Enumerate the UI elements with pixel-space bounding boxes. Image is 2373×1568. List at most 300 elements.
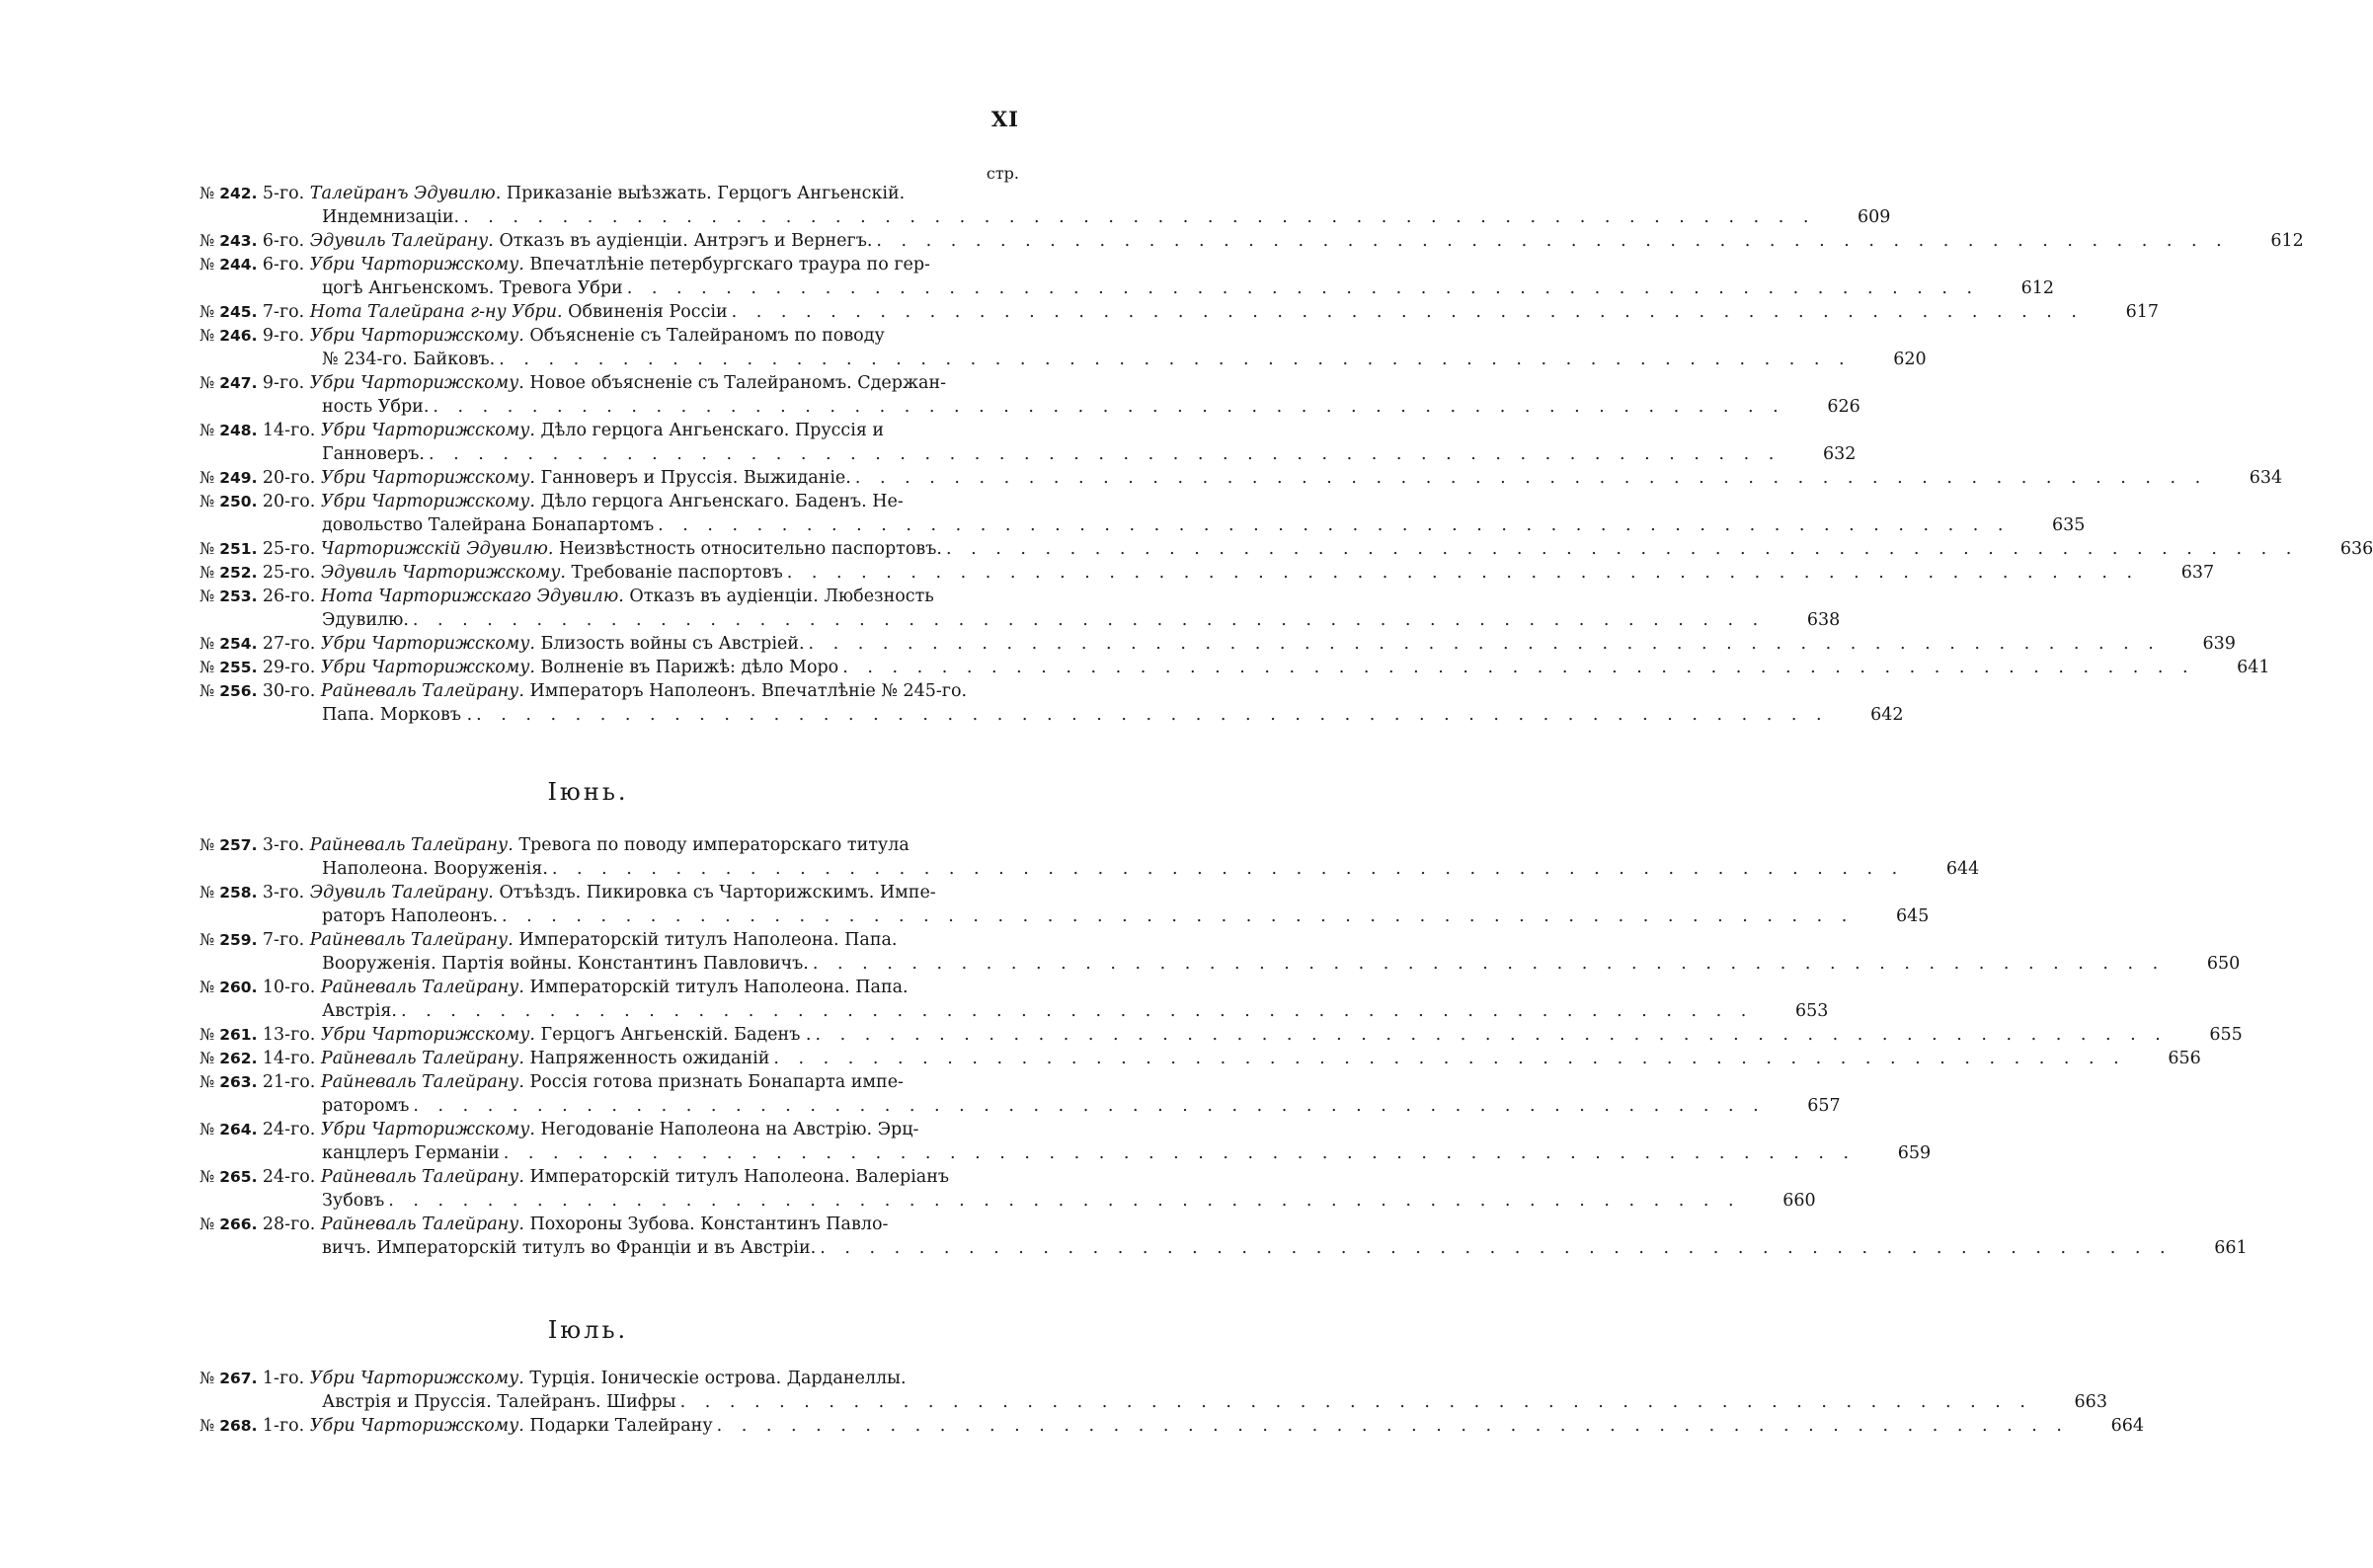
entry-number-dot: .	[251, 1370, 263, 1387]
page-column-header: стр.	[986, 164, 1019, 183]
numero-sign: №	[199, 373, 220, 392]
toc-entry-line	[199, 1118, 1019, 1141]
entry-number	[199, 303, 263, 321]
entry-number-dot: .	[251, 232, 263, 250]
numero-sign: №	[199, 1369, 220, 1387]
entry-number-dot: .	[251, 588, 263, 605]
entry-page: 645	[1895, 906, 1930, 926]
entry-correspondents: Эдувиль Талейрану.	[309, 231, 494, 251]
entry-page: 637	[2180, 563, 2215, 583]
entry-correspondents: Убри Чарторижскому.	[320, 634, 535, 654]
entry-description: Ганноверъ и Пруссія. Выжиданіе.	[540, 468, 851, 488]
entry-correspondents: Райневаль Талейрану.	[309, 930, 514, 950]
numero-sign: №	[199, 231, 220, 250]
toc-entry-line	[199, 324, 1019, 348]
entry-description: канцлеръ Германіи	[322, 1143, 500, 1163]
entry-number-value: 268	[219, 1417, 252, 1435]
entry-number	[199, 232, 263, 250]
numero-sign: №	[199, 681, 220, 700]
entry-description: Тревога по поводу императорскаго титула	[518, 835, 910, 855]
entry-number-value: 246	[219, 327, 252, 345]
toc-entry-line	[199, 952, 2241, 976]
entry-number	[199, 836, 263, 854]
entry-number	[199, 931, 263, 949]
entry-number-value: 251	[219, 540, 252, 558]
entry-number	[199, 540, 263, 558]
toc-entry-line	[199, 1189, 1816, 1213]
numero-sign: №	[199, 1072, 220, 1091]
toc-entry-text	[199, 395, 429, 419]
entry-page: 657	[1807, 1096, 1841, 1116]
toc-entry-text	[199, 881, 936, 904]
toc-entry-line	[199, 999, 1829, 1023]
toc-entry	[199, 490, 2086, 537]
entry-number-value: 254	[219, 635, 252, 653]
toc-entry-text	[199, 1390, 676, 1414]
numero-sign: №	[199, 539, 220, 558]
numero-sign: №	[199, 421, 220, 439]
toc-entry-text	[199, 300, 728, 324]
entry-number-dot: .	[251, 931, 263, 949]
toc-entry-line	[199, 833, 1019, 857]
entry-correspondents: Убри Чарторижскому.	[309, 1416, 524, 1436]
toc-entry	[199, 1070, 1841, 1118]
entry-page: 659	[1897, 1143, 1932, 1163]
dot-leader	[728, 300, 2084, 324]
entry-description: Напряженность ожиданій	[529, 1049, 770, 1068]
entry-number	[199, 1168, 263, 1186]
toc-entry-text	[199, 608, 409, 632]
entry-date: 26-го.	[262, 587, 316, 606]
numero-sign: №	[199, 468, 220, 487]
toc-entry-text	[199, 229, 872, 253]
entry-correspondents: Чарторижскій Эдувилю.	[320, 539, 554, 559]
toc-entry	[199, 1367, 2107, 1414]
toc-entry	[199, 976, 1829, 1023]
entry-number	[199, 374, 263, 392]
toc-entry	[199, 561, 2215, 585]
toc-entry-text	[199, 466, 851, 490]
toc-entry-line	[199, 1165, 1019, 1189]
entry-date: 1-го.	[262, 1416, 305, 1436]
toc-entry	[199, 229, 2304, 253]
entry-number-dot: .	[251, 979, 263, 996]
entry-page: 663	[2074, 1392, 2107, 1412]
entry-description: Австрія.	[322, 1001, 397, 1021]
toc-entry-line	[199, 490, 1019, 513]
entry-date: 7-го.	[262, 930, 305, 950]
numero-sign: №	[199, 978, 220, 996]
entry-date: 7-го.	[262, 302, 305, 322]
numero-sign: №	[199, 835, 220, 854]
entry-description: Впечатлѣніе петербургскаго траура по гер-	[529, 255, 930, 274]
toc-entry	[199, 833, 1980, 881]
entry-number-value: 257	[219, 836, 252, 854]
toc-entry-text	[199, 371, 946, 395]
page-number: XI	[990, 107, 1019, 131]
entry-description: Зубовъ	[322, 1191, 385, 1211]
dot-leader	[811, 1023, 2167, 1047]
entry-description: Требованіе паспортовъ	[571, 563, 783, 583]
entry-number-dot: .	[251, 1073, 263, 1091]
entry-page: 642	[1870, 705, 1904, 725]
toc-entry-line	[199, 1213, 1019, 1236]
entry-page: 639	[2202, 634, 2236, 654]
entry-description: Императорскій титулъ Наполеона. Папа.	[529, 978, 909, 997]
entry-date: 21-го.	[262, 1072, 316, 1092]
entry-number	[199, 185, 263, 202]
toc-entry-line	[199, 1414, 2144, 1438]
entry-number-value: 261	[219, 1026, 252, 1044]
dot-leader	[713, 1414, 2069, 1438]
entry-correspondents: Убри Чарторижскому.	[320, 492, 535, 511]
toc-entry-text	[199, 585, 934, 608]
entry-description: Подарки Талейрану	[529, 1416, 713, 1436]
entry-correspondents: Райневаль Талейрану.	[320, 1049, 524, 1068]
numero-sign: №	[199, 184, 220, 202]
entry-number-dot: .	[251, 1050, 263, 1067]
entry-number	[199, 1073, 263, 1091]
entry-description: раторомъ	[322, 1096, 410, 1116]
toc-entry-line	[199, 205, 1891, 229]
entry-number-value: 252	[219, 564, 252, 582]
entry-description: Папа. Морковъ .	[322, 705, 473, 725]
entry-page: 635	[2052, 515, 2086, 535]
dot-leader	[409, 1094, 1765, 1118]
toc-entry	[199, 928, 2241, 976]
toc-entry-text	[199, 1141, 500, 1165]
numero-sign: №	[199, 326, 220, 345]
dot-leader	[816, 1236, 2172, 1260]
toc-entry-text	[199, 833, 910, 857]
entry-description: цогѣ Ангьенскомъ. Тревога Убри	[322, 278, 623, 298]
entry-page: 638	[1806, 610, 1841, 630]
dot-leader	[472, 703, 1828, 727]
dot-leader	[654, 513, 2010, 537]
toc-entry-text	[199, 348, 495, 371]
entry-correspondents: Убри Чарторижскому.	[320, 468, 535, 488]
toc-block-june	[199, 833, 2248, 1260]
entry-description: Волненіе въ Парижѣ: дѣло Моро	[540, 658, 839, 677]
entry-date: 6-го.	[262, 231, 305, 251]
entry-correspondents: Убри Чарторижскому.	[320, 1025, 535, 1045]
entry-date: 14-го.	[262, 421, 316, 440]
entry-number	[199, 682, 263, 700]
toc-block-may	[199, 182, 2373, 727]
toc-entry-text	[199, 1094, 409, 1118]
toc-entry-line	[199, 1094, 1841, 1118]
numero-sign: №	[199, 563, 220, 582]
entry-description: Россія готова признать Бонапарта импе-	[529, 1072, 904, 1092]
entry-number-value: 253	[219, 588, 252, 605]
toc-entry-line	[199, 442, 1857, 466]
toc-entry-text	[199, 442, 425, 466]
entry-description: Австрія и Пруссія. Талейранъ. Шифры	[322, 1392, 676, 1412]
entry-date: 3-го.	[262, 835, 305, 855]
numero-sign: №	[199, 255, 220, 274]
entry-number-value: 256	[219, 682, 252, 700]
numero-sign: №	[199, 302, 220, 321]
toc-entry-text	[199, 1070, 904, 1094]
entry-number-dot: .	[251, 1215, 263, 1233]
toc-entry-line	[199, 679, 1019, 703]
dot-leader	[805, 632, 2161, 656]
entry-number	[199, 1215, 263, 1233]
dot-leader	[548, 857, 1904, 881]
toc-entry	[199, 881, 1930, 928]
entry-date: 14-го.	[262, 1049, 316, 1068]
entry-correspondents: Талейранъ Эдувилю.	[309, 184, 502, 203]
month-heading-june: Іюнь.	[547, 778, 629, 806]
entry-number	[199, 979, 263, 996]
entry-description: Негодованіе Наполеона на Австрію. Эрц-	[540, 1120, 919, 1139]
entry-description: Герцогъ Ангьенскій. Баденъ .	[540, 1025, 812, 1045]
toc-entry-line	[199, 466, 2283, 490]
toc-entry-text	[199, 419, 884, 442]
toc-entry-text	[199, 276, 623, 300]
entry-page: 641	[2237, 658, 2270, 677]
entry-date: 28-го.	[262, 1215, 316, 1234]
entry-number	[199, 256, 263, 274]
entry-correspondents: Убри Чарторижскому.	[320, 1120, 535, 1139]
toc-entry	[199, 679, 1904, 727]
entry-number-dot: .	[251, 635, 263, 653]
numero-sign: №	[199, 930, 220, 949]
entry-number	[199, 1121, 263, 1138]
entry-page: 634	[2249, 468, 2283, 488]
dot-leader	[495, 348, 1851, 371]
entry-date: 5-го.	[262, 184, 305, 203]
entry-date: 10-го.	[262, 978, 316, 997]
entry-description: Эдувилю.	[322, 610, 409, 630]
entry-description: Объясненіе съ Талейраномъ по поводу	[529, 326, 885, 346]
toc-entry-line	[199, 1047, 2201, 1070]
toc-entry-line	[199, 585, 1019, 608]
numero-sign: №	[199, 492, 220, 510]
entry-number	[199, 1370, 263, 1387]
numero-sign: №	[199, 1167, 220, 1186]
toc-entry-line	[199, 561, 2215, 585]
toc-entry-text	[199, 857, 548, 881]
entry-number-dot: .	[251, 1026, 263, 1044]
entry-page: 620	[1893, 350, 1927, 369]
month-heading-july: Іюль.	[547, 1316, 629, 1344]
entry-description: Вооруженія. Партія войны. Константинъ Павловичъ.	[322, 954, 809, 974]
entry-number-value: 242	[219, 185, 252, 202]
entry-page: 612	[2020, 278, 2055, 298]
entry-date: 6-го.	[262, 255, 305, 274]
toc-entry-line	[199, 537, 2373, 561]
numero-sign: №	[199, 883, 220, 902]
dot-leader	[809, 952, 2165, 976]
entry-number-dot: .	[251, 256, 263, 274]
toc-entry-line	[199, 1236, 2248, 1260]
numero-sign: №	[199, 1120, 220, 1138]
entry-date: 1-го.	[262, 1369, 305, 1388]
entry-date: 30-го.	[262, 681, 316, 701]
dot-leader	[872, 229, 2228, 253]
entry-description: раторъ Наполеонъ.	[322, 906, 499, 926]
entry-correspondents: Убри Чарторижскому.	[309, 373, 524, 393]
entry-description: Похороны Зубова. Константинъ Павло-	[529, 1215, 889, 1234]
dot-leader	[500, 1141, 1856, 1165]
toc-entry-text	[199, 952, 809, 976]
dot-leader	[769, 1047, 2125, 1070]
entry-number	[199, 659, 263, 676]
entry-correspondents: Райневаль Талейрану.	[320, 1167, 524, 1187]
toc-entry-text	[199, 1236, 816, 1260]
toc-entry-text	[199, 513, 654, 537]
toc-entry	[199, 585, 1841, 632]
entry-page: 644	[1945, 859, 1980, 879]
entry-number-value: 243	[219, 232, 252, 250]
toc-entry-text	[199, 1165, 949, 1189]
toc-entry-text	[199, 561, 783, 585]
entry-number	[199, 1417, 263, 1435]
entry-date: 25-го.	[262, 539, 316, 559]
entry-number-value: 247	[219, 374, 252, 392]
toc-entry	[199, 182, 1891, 229]
dot-leader	[623, 276, 1979, 300]
toc-entry	[199, 1047, 2201, 1070]
toc-entry-line	[199, 656, 2270, 679]
entry-number-value: 249	[219, 469, 252, 487]
numero-sign: №	[199, 1416, 220, 1435]
entry-number-value: 263	[219, 1073, 252, 1091]
entry-number-dot: .	[251, 422, 263, 439]
entry-number	[199, 422, 263, 439]
entry-number	[199, 1050, 263, 1067]
entry-number-dot: .	[251, 327, 263, 345]
entry-number-dot: .	[251, 884, 263, 902]
entry-number-value: 258	[219, 884, 252, 902]
entry-description: Императорскій титулъ Наполеона. Валеріанъ	[529, 1167, 950, 1187]
entry-correspondents: Убри Чарторижскому.	[309, 255, 524, 274]
toc-entry-line	[199, 1390, 2107, 1414]
toc-entry-text	[199, 632, 805, 656]
entry-description: вичъ. Императорскій титулъ во Франціи и въ Австріи.	[322, 1238, 817, 1258]
toc-entry-text	[199, 537, 942, 561]
toc-entry	[199, 419, 1857, 466]
toc-entry-text	[199, 1213, 888, 1236]
toc-entry-line	[199, 419, 1019, 442]
entry-description: Наполеона. Вооруженія.	[322, 859, 548, 879]
entry-number	[199, 1026, 263, 1044]
entry-date: 29-го.	[262, 658, 316, 677]
dot-leader	[676, 1390, 2032, 1414]
entry-number-value: 265	[219, 1168, 252, 1186]
entry-description: Дѣло герцога Ангьенскаго. Пруссія и	[540, 421, 885, 440]
toc-entry	[199, 1118, 1932, 1165]
toc-entry-text	[199, 1189, 384, 1213]
toc-entry-line	[199, 857, 1980, 881]
entry-number-value: 262	[219, 1050, 252, 1067]
entry-correspondents: Райневаль Талейрану.	[320, 1072, 524, 1092]
entry-number-value: 248	[219, 422, 252, 439]
toc-entry-text	[199, 1023, 811, 1047]
entry-correspondents: Райневаль Талейрану.	[309, 835, 514, 855]
entry-page: 660	[1782, 1191, 1816, 1211]
entry-correspondents: Убри Чарторижскому.	[309, 326, 524, 346]
entry-date: 13-го.	[262, 1025, 316, 1045]
toc-entry-text	[199, 205, 459, 229]
entry-number-value: 264	[219, 1121, 252, 1138]
toc-entry-line	[199, 904, 1930, 928]
toc-entry-line	[199, 928, 1019, 952]
entry-number-value: 244	[219, 256, 252, 274]
entry-page: 617	[2125, 302, 2159, 322]
numero-sign: №	[199, 634, 220, 653]
toc-entry	[199, 253, 2055, 300]
toc-entry-line	[199, 632, 2236, 656]
entry-description: довольство Талейрана Бонапартомъ	[322, 515, 655, 535]
entry-description: Императорскій титулъ Наполеона. Папа.	[518, 930, 898, 950]
toc-entry	[199, 324, 1927, 371]
entry-number	[199, 588, 263, 605]
entry-description: Близость войны съ Австріей.	[540, 634, 805, 654]
entry-number-dot: .	[251, 1417, 263, 1435]
toc-entry	[199, 1213, 2248, 1260]
toc-entry-text	[199, 928, 897, 952]
entry-correspondents: Эдувиль Чарторижскому.	[320, 563, 566, 583]
entry-description: Отъѣздъ. Пикировка съ Чарторижскимъ. Импе-	[499, 883, 936, 902]
dot-leader	[459, 205, 1815, 229]
entry-correspondents: Нота Чарторижскаго Эдувилю.	[320, 587, 624, 606]
toc-entry-text	[199, 324, 885, 348]
toc-entry-line	[199, 182, 1019, 205]
toc-entry-text	[199, 182, 905, 205]
entry-number-value: 266	[219, 1215, 252, 1233]
entry-number-dot: .	[251, 540, 263, 558]
entry-number-dot: .	[251, 374, 263, 392]
entry-date: 9-го.	[262, 326, 305, 346]
entry-description: Неизвѣстность относительно паспортовъ.	[559, 539, 942, 559]
entry-number-dot: .	[251, 469, 263, 487]
entry-number-value: 245	[219, 303, 252, 321]
toc-entry-text	[199, 253, 930, 276]
toc-entry-text	[199, 904, 498, 928]
entry-date: 27-го.	[262, 634, 316, 654]
toc-entry-line	[199, 276, 2055, 300]
toc-entry-line	[199, 229, 2304, 253]
entry-number	[199, 635, 263, 653]
toc-entry-line	[199, 300, 2159, 324]
entry-correspondents: Эдувиль Талейрану.	[309, 883, 494, 902]
toc-entry-line	[199, 976, 1019, 999]
toc-entry	[199, 466, 2283, 490]
toc-entry	[199, 656, 2270, 679]
toc-entry-line	[199, 1070, 1019, 1094]
toc-entry-line	[199, 608, 1841, 632]
entry-number-value: 260	[219, 979, 252, 996]
entry-number	[199, 564, 263, 582]
entry-date: 24-го.	[262, 1120, 316, 1139]
toc-entry	[199, 632, 2236, 656]
dot-leader	[498, 904, 1854, 928]
entry-number-value: 259	[219, 931, 252, 949]
entry-number	[199, 493, 263, 510]
entry-description: Дѣло герцога Ангьенскаго. Баденъ. Не-	[540, 492, 904, 511]
entry-number	[199, 469, 263, 487]
toc-entry	[199, 300, 2159, 324]
entry-date: 20-го.	[262, 468, 316, 488]
entry-number-dot: .	[251, 564, 263, 582]
entry-description: Индемнизаціи.	[322, 207, 460, 227]
entry-date: 3-го.	[262, 883, 305, 902]
entry-number-value: 255	[219, 659, 252, 676]
entry-page: 664	[2110, 1416, 2144, 1436]
entry-page: 655	[2209, 1025, 2243, 1045]
